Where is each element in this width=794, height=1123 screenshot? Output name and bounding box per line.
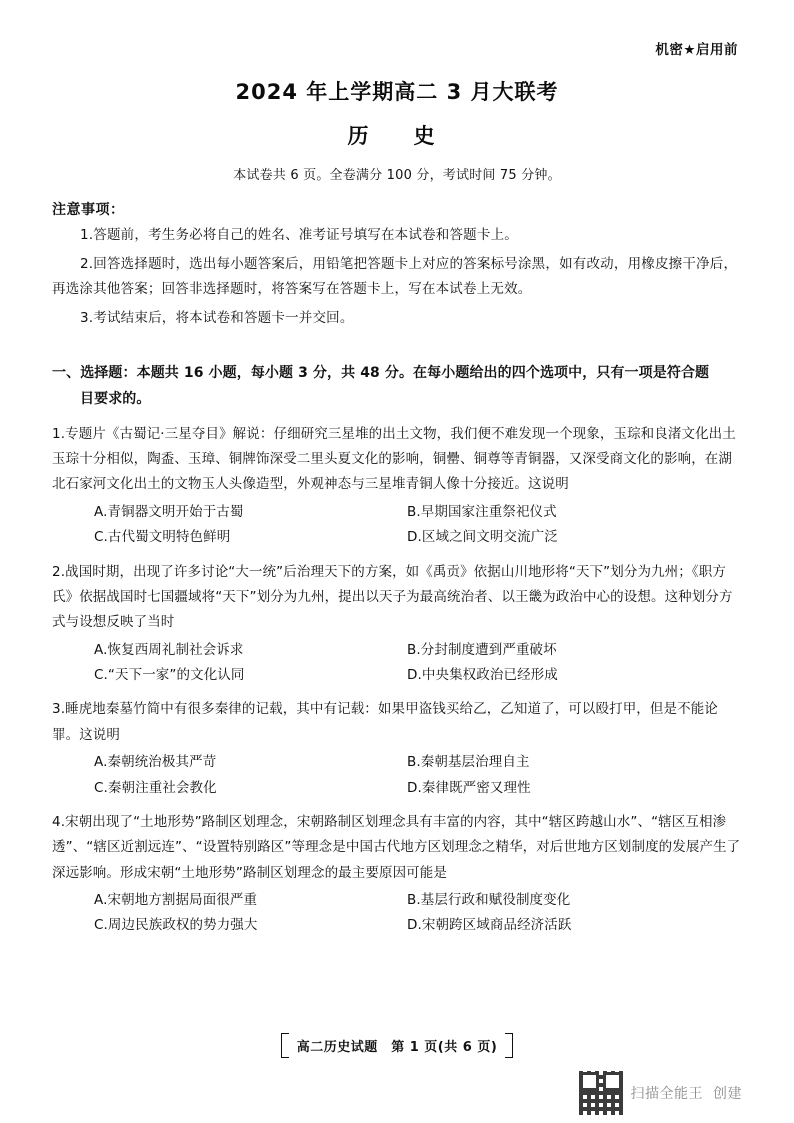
option-c[interactable]: C.古代蜀文明特色鲜明 <box>94 529 231 546</box>
footer-page-label: 高二历史试题 第 1 页(共 6 页) <box>291 1036 504 1055</box>
option-a[interactable]: A.宋朝地方割据局面很严重 <box>94 892 258 909</box>
option-c[interactable]: C.秦朝注重社会教化 <box>94 779 217 796</box>
question-item <box>52 422 742 551</box>
notice-item-1: 1.答题前，考生务必将自己的姓名、准考证号填写在本试卷和答题卡上。 <box>80 227 518 243</box>
question-text <box>52 422 742 498</box>
notice-title: 注意事项： <box>52 202 125 218</box>
option-c[interactable]: C.“天下一家”的文化认同 <box>94 667 245 684</box>
option-b[interactable]: B.早期国家注重祭祀仪式 <box>407 503 557 520</box>
option-b[interactable]: B.分封制度遭到严重破坏 <box>407 641 557 658</box>
question-number: 4. <box>52 813 66 830</box>
option-list <box>52 888 742 939</box>
question-item <box>52 810 742 939</box>
option-a[interactable]: A.恢复西周礼制社会诉求 <box>94 641 244 658</box>
question-number: 2. <box>52 563 66 580</box>
question-item <box>52 697 742 801</box>
section-heading-continued: 目要求的。 <box>80 390 151 407</box>
watermark-brand: 扫描全能王 <box>630 1086 703 1102</box>
notice-item-3: 3.考试结束后，将本试卷和答题卡一并交回。 <box>80 309 354 326</box>
question-text <box>52 810 742 886</box>
notice-item-2: 2.回答选择题时，选出每小题答案后，用铅笔把答题卡上对应的答案标号涂黑，如有改动，用橡皮擦干净后，再选涂其他答案；回答非选择题时，将答案写在答题卡上，写在本试卷上无效。 <box>52 255 738 297</box>
question-item <box>52 560 742 689</box>
qr-code-icon <box>579 1071 623 1115</box>
question-stem: 专题片《古蜀记·三星夺目》解说：仔细研究三星堆的出土文物，我们便不难发现一个现象，玉琮和良渚文化出土玉琮十分相似，陶盉、玉璋、铜牌饰深受二里头夏文化的影响，铜罍、铜尊等青铜器，又深受商文化的影响，在湖北石家河文化出土的文物玉人头像造型，外观神态与三星堆青铜人像十分接近。这说明 <box>52 425 736 493</box>
scanner-watermark <box>579 1071 743 1115</box>
option-a[interactable]: A.秦朝统治极其严苛 <box>94 754 217 771</box>
question-text <box>52 697 742 748</box>
option-a[interactable]: A.青铜器文明开始于古蜀 <box>94 503 244 520</box>
page-footer <box>0 1036 794 1055</box>
option-d[interactable]: D.区域之间文明交流广泛 <box>407 529 558 546</box>
section-heading <box>52 361 742 413</box>
confidential-notice: 机密★启用前 <box>655 42 738 58</box>
question-stem: 宋朝出现了“土地形势”路制区划理念，宋朝路制区划理念具有丰富的内容，其中“辖区跨越山水”、“辖区互相渗透”、“辖区近割远连”、“设置特别路区”等理念是中国古代地方区划理念之精华，对后世地方区划制度的发展产生了深远影响。形成宋朝“土地形势”路制区划理念的最主要原因可能是 <box>52 813 741 881</box>
subject-title: 历 史 <box>347 124 447 148</box>
watermark-text <box>631 1083 743 1103</box>
option-c[interactable]: C.周边民族政权的势力强大 <box>94 917 258 934</box>
page-title: 2024 年上学期高二 3 月大联考 <box>235 80 559 104</box>
exam-info: 本试卷共 6 页。全卷满分 100 分，考试时间 75 分钟。 <box>233 168 561 183</box>
question-stem: 战国时期，出现了许多讨论“大一统”后治理天下的方案，如《禹贡》依据山川地形将“天下”划分为九州；《职方氏》依据战国时七国疆域将“天下”划分为九州，提出以天子为最高统治者、以王畿为政治中心的设想。这种划分方式与设想反映了当时 <box>52 563 733 631</box>
question-stem: 睡虎地秦墓竹简中有很多秦律的记载，其中有记载：如果甲盗钱买给乙，乙知道了，可以殴打甲，但是不能论罪。这说明 <box>52 701 718 743</box>
question-number: 1. <box>52 425 66 442</box>
question-number: 3. <box>52 701 66 718</box>
watermark-action: 创建 <box>713 1086 742 1102</box>
option-b[interactable]: B.基层行政和赋役制度变化 <box>407 892 571 909</box>
option-d[interactable]: D.中央集权政治已经形成 <box>407 667 558 684</box>
option-b[interactable]: B.秦朝基层治理自主 <box>407 754 530 771</box>
option-list <box>52 638 742 689</box>
option-d[interactable]: D.宋朝跨区域商品经济活跃 <box>407 917 572 934</box>
option-list <box>52 500 742 551</box>
section-heading-main: 一、选择题：本题共 16 小题，每小题 3 分，共 48 分。在每小题给出的四个选项中，只有一项是符合题 <box>52 364 710 381</box>
option-d[interactable]: D.秦律既严密又理性 <box>407 779 531 796</box>
question-text <box>52 560 742 636</box>
option-list <box>52 750 742 801</box>
